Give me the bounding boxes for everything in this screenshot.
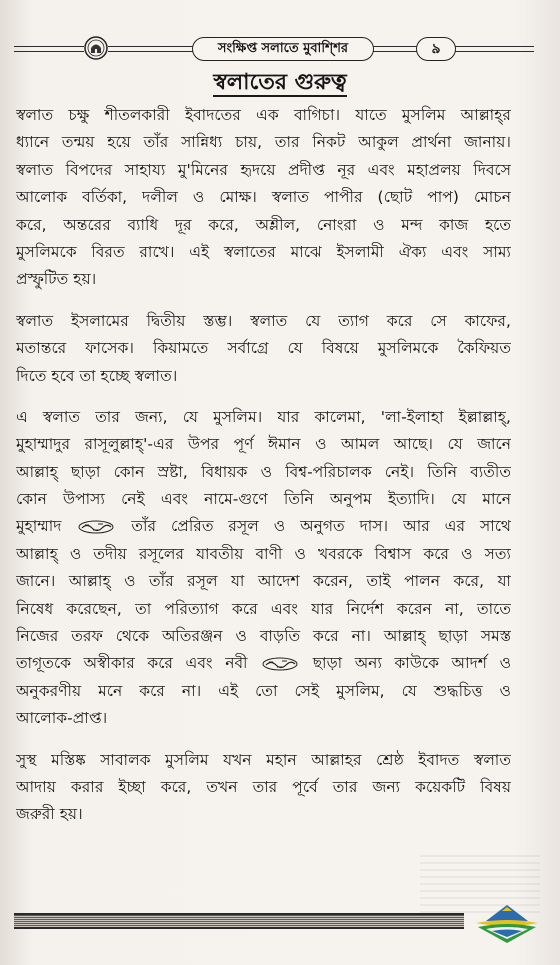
- text-line: কোন উপাস্য নেই এবং নামে-গুণে তিনি অনুপম ইত্যাদি। যে মানে: [16, 490, 511, 509]
- text-line: জানে। আল্লাহ্‌ ও তাঁর রসূল যা আদেশ করেন, তাই পালন করে, যা: [16, 572, 511, 591]
- text-line: মুহাম্মাদুর রাসূলুল্লাহ্‌'-এর উপর পূর্ণ ঈমান ও আমল আছে। যে জানে: [16, 435, 511, 454]
- mosque-emblem-icon: [84, 36, 108, 60]
- sallallahu-alaihi-wasallam-calligraphy-icon: [78, 520, 114, 534]
- text-line: করে, অন্তরের ব্যাধি দূর করে, অশ্লীল, নোংরা ও মন্দ কাজ হতে: [16, 215, 511, 234]
- text-line: স্বলাত বিপদের সাহায্য মু'মিনের হৃদয়ে প্রদীপ্ত নূর এবং মহাপ্রলয় দিবসে: [16, 160, 511, 179]
- paragraph: [16, 404, 511, 733]
- text-line: জরুরী হয়।: [16, 805, 83, 824]
- text-line: সুস্থ মস্তিষ্ক সাবালক মুসলিম যখন মহান আল্লাহর শ্রেষ্ঠ ইবাদত স্বলাত: [16, 750, 511, 769]
- text-line: আলোক-প্রাপ্ত।: [16, 709, 108, 728]
- publisher-logo-icon: [472, 899, 542, 945]
- text-segment: মুহাম্মাদ: [16, 517, 62, 536]
- section-heading-text: স্বলাতের গুরুত্ব: [213, 70, 347, 95]
- paragraph: [16, 308, 511, 390]
- text-segment: ছাড়া অন্য কাউকে আদর্শ ও: [312, 654, 511, 673]
- section-heading: [0, 68, 560, 98]
- text-line: অনুকরণীয় মনে করে না। এই তো সেই মুসলিম, যে শুদ্ধচিত্ত ও: [16, 681, 511, 700]
- text-segment: তাঁর প্রেরিত রসূল ও অনুগত দাস। আর এর সাথে: [131, 517, 511, 536]
- text-line: দিতে হবে তা হচ্ছে স্বলাত।: [16, 366, 178, 385]
- text-line: [16, 650, 511, 677]
- text-line: প্রস্ফুটিত হয়।: [16, 270, 97, 289]
- body-text: [16, 102, 511, 843]
- text-line: স্বলাত ইসলামের দ্বিতীয় স্তম্ভ। স্বলাত যে ত্যাগ করে সে কাফের,: [16, 311, 511, 330]
- text-line: এ স্বলাত তার জন্য, যে মুসলিম। যার কালেমা, 'লা-ইলাহা ইল্লাল্লাহ্‌,: [16, 407, 511, 426]
- paragraph: [16, 747, 511, 829]
- text-line: [16, 513, 511, 540]
- footer-rule: [14, 913, 464, 929]
- text-line: আল্লাহ্‌ ও তদীয় রসূলের যাবতীয় বাণী ও খবরকে বিশ্বাস করে ও সত্য: [16, 544, 511, 563]
- text-line: নিষেধ করেছেন, তা পরিত্যাগ করে এবং যার নির্দেশ করেন না, তাতে: [16, 599, 511, 618]
- running-title: সংক্ষিপ্ত সলাতে মুবাশ্শির: [192, 37, 374, 61]
- page-header: [14, 36, 534, 62]
- text-segment: তাগূতকে অস্বীকার করে এবং নবী: [16, 654, 248, 673]
- text-line: ধ্যানে তন্ময় হয়ে তাঁর সান্নিধ্য চায়, তার নিকট আকুল প্রার্থনা জানায়।: [16, 133, 511, 152]
- text-line: মুসলিমকে বিরত রাখে। এই স্বলাতের মাঝে ইসলামী ঐক্য এবং সাম্য: [16, 242, 511, 261]
- text-line: আল্লাহ্‌ ছাড়া কোন স্রষ্টা, বিধায়ক ও বিশ্ব-পরিচালক নেই। তিনি ব্যতীত: [16, 462, 511, 481]
- text-line: নিজের তরফ থেকে অতিরঞ্জন ও বাড়তি করে না। আল্লাহ্‌ ছাড়া সমস্ত: [16, 627, 511, 646]
- text-line: আদায় করার ইচ্ছা করে, তখন তার পূর্বে তার জন্য কয়েকটি বিষয়: [16, 777, 511, 796]
- page-number: ৯: [416, 37, 456, 61]
- text-line: আলোক বর্তিকা, দলীল ও মোক্ষ। স্বলাত পাপীর (ছোট পাপ) মোচন: [16, 188, 511, 207]
- text-line: মতান্তরে ফাসেক। কিয়ামতে সর্বাগ্রে যে বিষয়ে মুসলিমকে কৈফিয়ত: [16, 339, 511, 358]
- paragraph: [16, 102, 511, 294]
- sallallahu-alaihi-wasallam-calligraphy-icon: [262, 657, 298, 671]
- text-line: স্বলাত চক্ষু শীতলকারী ইবাদতের এক বাগিচা। যাতে মুসলিম আল্লাহ্‌র: [16, 106, 511, 124]
